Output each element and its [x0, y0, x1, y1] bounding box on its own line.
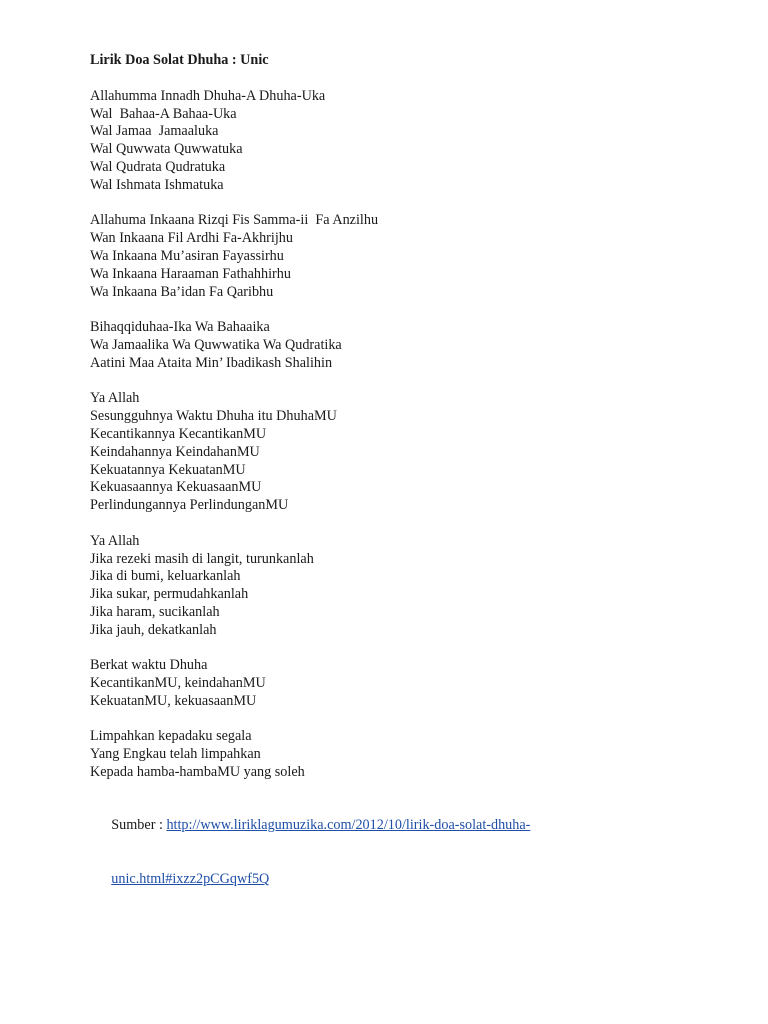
stanza: [90, 88, 690, 195]
lyric-line: Wal Jamaa Jamaaluka: [90, 123, 219, 140]
lyric-line: Kecantikannya KecantikanMU: [90, 425, 267, 442]
lyric-line: Wa Inkaana Mu’asiran Fayassirhu: [90, 247, 284, 264]
stanza: [90, 728, 690, 781]
stanza: [90, 319, 690, 372]
lyric-line: Bihaqqiduhaa-Ika Wa Bahaaika: [90, 319, 270, 336]
lyric-line: Ya Allah: [90, 390, 140, 407]
lyric-line: Wan Inkaana Fil Ardhi Fa-Akhrijhu: [90, 230, 293, 247]
lyric-line: Jika rezeki masih di langit, turunkanlah: [90, 550, 314, 567]
document-page: [90, 52, 690, 906]
lyric-line: Wa Inkaana Ba’idan Fa Qaribhu: [90, 283, 274, 300]
lyric-line: Jika jauh, dekatkanlah: [90, 621, 217, 638]
lyric-line: Yang Engkau telah limpahkan: [90, 746, 261, 763]
source-citation: [90, 800, 690, 907]
lyric-line: Kekuatannya KekuatanMU: [90, 461, 246, 478]
stanza: [90, 657, 690, 710]
lyric-line: Allahumma Innadh Dhuha-A Dhuha-Uka: [90, 87, 326, 104]
lyric-line: Wal Quwwata Quwwatuka: [90, 141, 243, 158]
lyric-line: Wal Qudrata Qudratuka: [90, 158, 226, 175]
source-link-part2[interactable]: unic.html#ixzz2pCGqwf5Q: [111, 870, 270, 887]
lyric-line: Kepada hamba-hambaMU yang soleh: [90, 764, 305, 781]
document-title: Lirik Doa Solat Dhuha : Unic: [90, 52, 269, 68]
lyric-line: Sesungguhnya Waktu Dhuha itu DhuhaMU: [90, 408, 337, 425]
lyric-line: Jika haram, sucikanlah: [90, 603, 220, 620]
lyric-line: KekuatanMU, kekuasaanMU: [90, 692, 257, 709]
lyric-line: Perlindungannya PerlindunganMU: [90, 497, 289, 514]
lyrics-body: [90, 88, 690, 782]
lyric-line: Jika sukar, permudahkanlah: [90, 586, 249, 603]
lyric-line: Jika di bumi, keluarkanlah: [90, 568, 241, 585]
lyric-line: Berkat waktu Dhuha: [90, 657, 208, 674]
lyric-line: Ya Allah: [90, 532, 140, 549]
lyric-line: Allahuma Inkaana Rizqi Fis Samma-ii Fa Anzilhu: [90, 212, 379, 229]
source-label: Sumber :: [111, 817, 167, 834]
lyric-line: Keindahannya KeindahanMU: [90, 443, 260, 460]
stanza: [90, 390, 690, 515]
lyric-line: Wa Jamaalika Wa Quwwatika Wa Qudratika: [90, 336, 342, 353]
lyric-line: Wal Ishmata Ishmatuka: [90, 176, 224, 193]
lyric-line: Kekuasaannya KekuasaanMU: [90, 479, 262, 496]
lyric-line: Wa Inkaana Haraaman Fathahhirhu: [90, 265, 291, 282]
lyric-line: KecantikanMU, keindahanMU: [90, 675, 266, 692]
stanza: [90, 533, 690, 640]
lyric-line: Aatini Maa Ataita Min’ Ibadikash Shalihin: [90, 354, 333, 371]
lyric-line: Wal Bahaa-A Bahaa-Uka: [90, 105, 237, 122]
source-link-part1[interactable]: http://www.liriklagumuzika.com/2012/10/lirik-doa-solat-dhuha-: [166, 817, 531, 834]
stanza: [90, 212, 690, 301]
lyric-line: Limpahkan kepadaku segala: [90, 728, 252, 745]
